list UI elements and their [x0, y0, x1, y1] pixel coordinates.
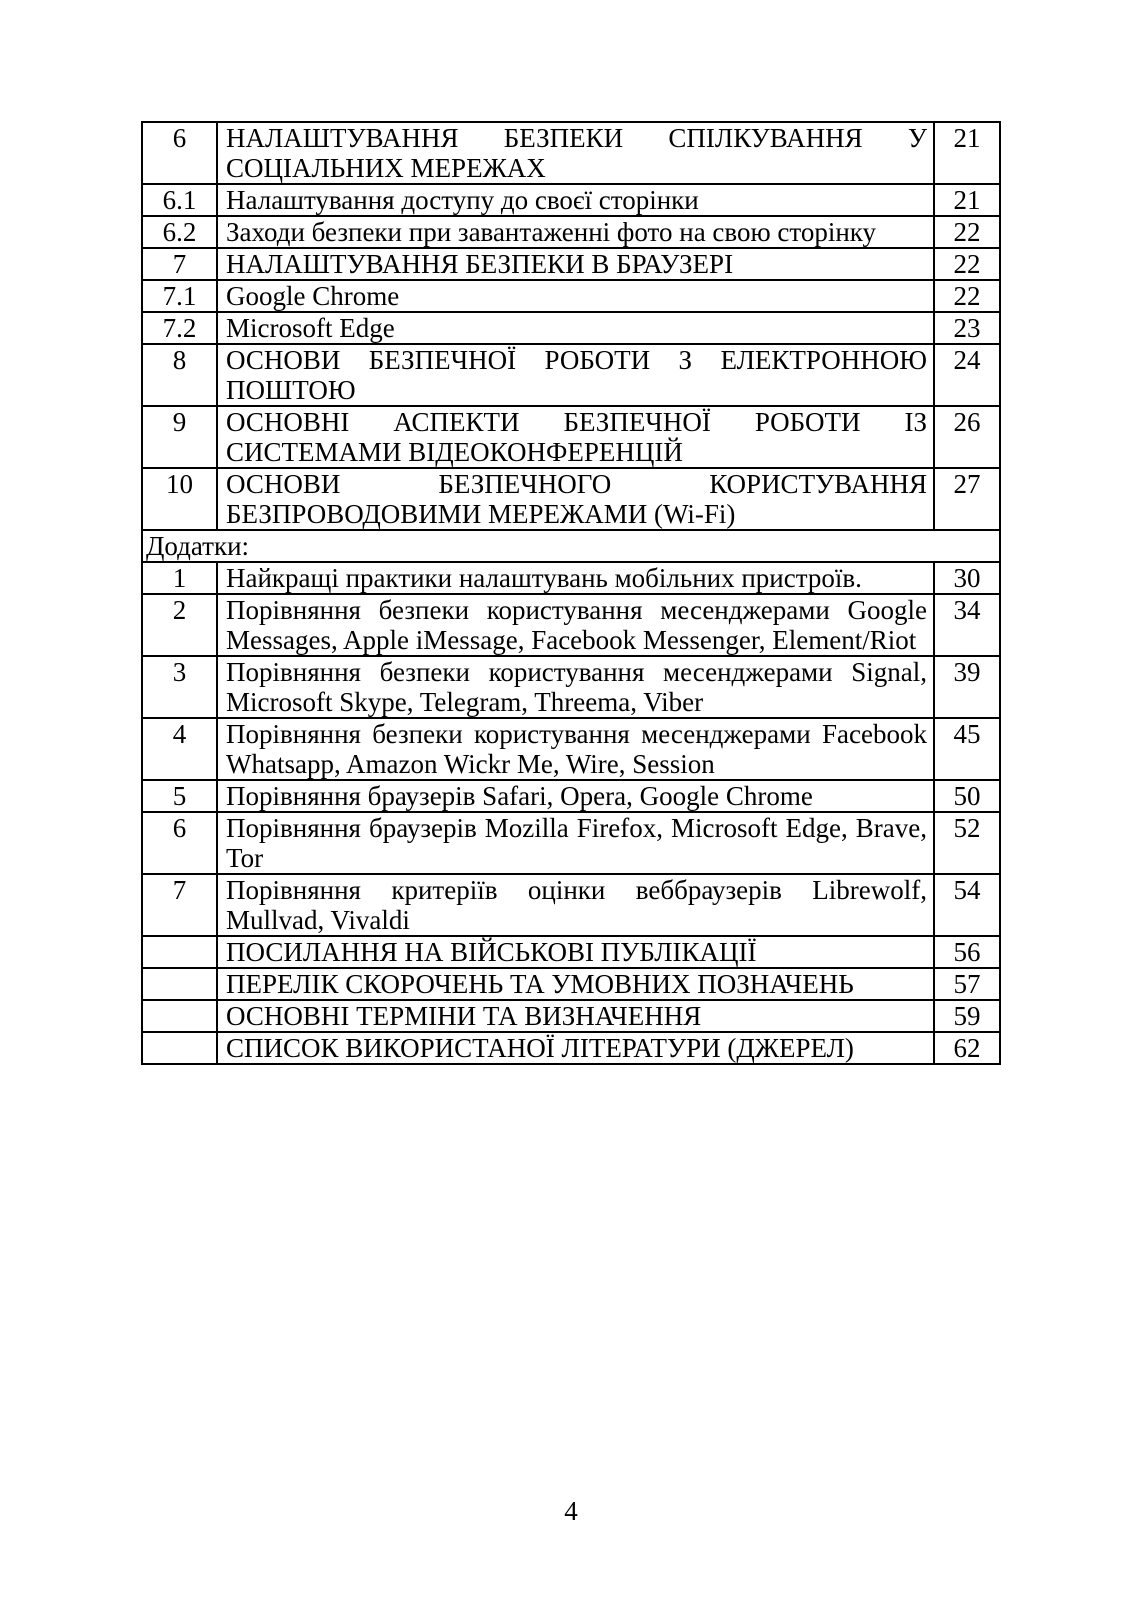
- toc-cell-page: 54: [934, 874, 1000, 936]
- toc-cell-title: Порівняння безпеки користування месенджерами Facebook Whatsapp, Amazon Wickr Me, Wire, Session: [217, 718, 934, 780]
- toc-row: [142, 562, 1000, 594]
- toc-row: [142, 312, 1000, 344]
- toc-cell-number: 1: [142, 562, 217, 594]
- toc-cell-title: Порівняння браузерів Mozilla Firefox, Microsoft Edge, Brave, Tor: [217, 812, 934, 874]
- toc-cell-number: 8: [142, 344, 217, 406]
- toc-cell-page: 26: [934, 406, 1000, 468]
- toc-cell-number: 7.1: [142, 280, 217, 312]
- toc-row: [142, 812, 1000, 874]
- toc-row: [142, 656, 1000, 718]
- toc-section-row: [142, 530, 1000, 562]
- toc-cell-title: Порівняння браузерів Safari, Opera, Google Chrome: [217, 780, 934, 812]
- toc-row: [142, 406, 1000, 468]
- toc-cell-page: 30: [934, 562, 1000, 594]
- toc-cell-title: ОСНОВНІ АСПЕКТИ БЕЗПЕЧНОЇ РОБОТИ ІЗ СИСТЕМАМИ ВІДЕОКОНФЕРЕНЦІЙ: [217, 406, 934, 468]
- toc-cell-title: НАЛАШТУВАННЯ БЕЗПЕКИ СПІЛКУВАННЯ У СОЦІАЛЬНИХ МЕРЕЖАХ: [217, 122, 934, 184]
- toc-cell-number: 5: [142, 780, 217, 812]
- toc-row: [142, 874, 1000, 936]
- toc-row: [142, 780, 1000, 812]
- toc-cell-page: 45: [934, 718, 1000, 780]
- toc-cell-number: 3: [142, 656, 217, 718]
- toc-cell-page: 59: [934, 1000, 1000, 1032]
- toc-cell-page: 34: [934, 594, 1000, 656]
- toc-cell-page: 22: [934, 216, 1000, 248]
- toc-cell-number: [142, 968, 217, 1000]
- toc-cell-title: Заходи безпеки при завантаженні фото на свою сторінку: [217, 216, 934, 248]
- toc-row: [142, 936, 1000, 968]
- toc-cell-title: Налаштування доступу до своєї сторінки: [217, 184, 934, 216]
- toc-section-label: Додатки:: [142, 530, 1000, 562]
- toc-body: [142, 122, 1000, 1064]
- toc-row: [142, 122, 1000, 184]
- toc-cell-title: Microsoft Edge: [217, 312, 934, 344]
- toc-cell-number: 6.2: [142, 216, 217, 248]
- toc-cell-title: ОСНОВИ БЕЗПЕЧНОГО КОРИСТУВАННЯ БЕЗПРОВОДОВИМИ МЕРЕЖАМИ (Wi-Fi): [217, 468, 934, 530]
- toc-row: [142, 1000, 1000, 1032]
- toc-cell-page: 21: [934, 122, 1000, 184]
- toc-cell-page: 22: [934, 280, 1000, 312]
- toc-cell-number: 7: [142, 874, 217, 936]
- toc-cell-number: 7: [142, 248, 217, 280]
- toc-cell-number: [142, 1032, 217, 1064]
- toc-cell-number: 10: [142, 468, 217, 530]
- toc-cell-number: 4: [142, 718, 217, 780]
- toc-cell-page: 39: [934, 656, 1000, 718]
- toc-cell-number: [142, 1000, 217, 1032]
- toc-cell-page: 23: [934, 312, 1000, 344]
- toc-row: [142, 280, 1000, 312]
- toc-cell-page: 21: [934, 184, 1000, 216]
- toc-row: [142, 718, 1000, 780]
- toc-cell-number: 6: [142, 812, 217, 874]
- toc-cell-page: 50: [934, 780, 1000, 812]
- toc-row: [142, 344, 1000, 406]
- toc-row: [142, 184, 1000, 216]
- toc-row: [142, 248, 1000, 280]
- toc-table: [141, 121, 1001, 1065]
- toc-cell-page: 52: [934, 812, 1000, 874]
- toc-cell-title: Порівняння критеріїв оцінки веббраузерів Librewolf, Mullvad, Vivaldi: [217, 874, 934, 936]
- toc-cell-title: СПИСОК ВИКОРИСТАНОЇ ЛІТЕРАТУРИ (ДЖЕРЕЛ): [217, 1032, 934, 1064]
- toc-cell-page: 62: [934, 1032, 1000, 1064]
- toc-cell-title: ПОСИЛАННЯ НА ВІЙСЬКОВІ ПУБЛІКАЦІЇ: [217, 936, 934, 968]
- toc-cell-number: 6: [142, 122, 217, 184]
- toc-cell-page: 57: [934, 968, 1000, 1000]
- toc-row: [142, 594, 1000, 656]
- toc-cell-title: НАЛАШТУВАННЯ БЕЗПЕКИ В БРАУЗЕРІ: [217, 248, 934, 280]
- toc-cell-number: 6.1: [142, 184, 217, 216]
- toc-row: [142, 1032, 1000, 1064]
- toc-row: [142, 216, 1000, 248]
- page-number: 4: [564, 1496, 578, 1526]
- toc-cell-number: 2: [142, 594, 217, 656]
- toc-row: [142, 468, 1000, 530]
- toc-cell-page: 24: [934, 344, 1000, 406]
- toc-cell-page: 56: [934, 936, 1000, 968]
- toc-cell-title: ПЕРЕЛІК СКОРОЧЕНЬ ТА УМОВНИХ ПОЗНАЧЕНЬ: [217, 968, 934, 1000]
- toc-cell-title: Google Chrome: [217, 280, 934, 312]
- toc-cell-page: 22: [934, 248, 1000, 280]
- toc-cell-page: 27: [934, 468, 1000, 530]
- toc-cell-title: ОСНОВИ БЕЗПЕЧНОЇ РОБОТИ З ЕЛЕКТРОННОЮ ПОШТОЮ: [217, 344, 934, 406]
- toc-cell-number: 7.2: [142, 312, 217, 344]
- toc-cell-title: ОСНОВНІ ТЕРМІНИ ТА ВИЗНАЧЕННЯ: [217, 1000, 934, 1032]
- toc-cell-title: Найкращі практики налаштувань мобільних пристроїв.: [217, 562, 934, 594]
- toc-cell-title: Порівняння безпеки користування месенджерами Signal, Microsoft Skype, Telegram, Threema, Viber: [217, 656, 934, 718]
- toc-cell-number: 9: [142, 406, 217, 468]
- toc-cell-title: Порівняння безпеки користування месенджерами Google Messages, Apple iMessage, Facebook Messenger, Element/Riot: [217, 594, 934, 656]
- toc-row: [142, 968, 1000, 1000]
- toc-cell-number: [142, 936, 217, 968]
